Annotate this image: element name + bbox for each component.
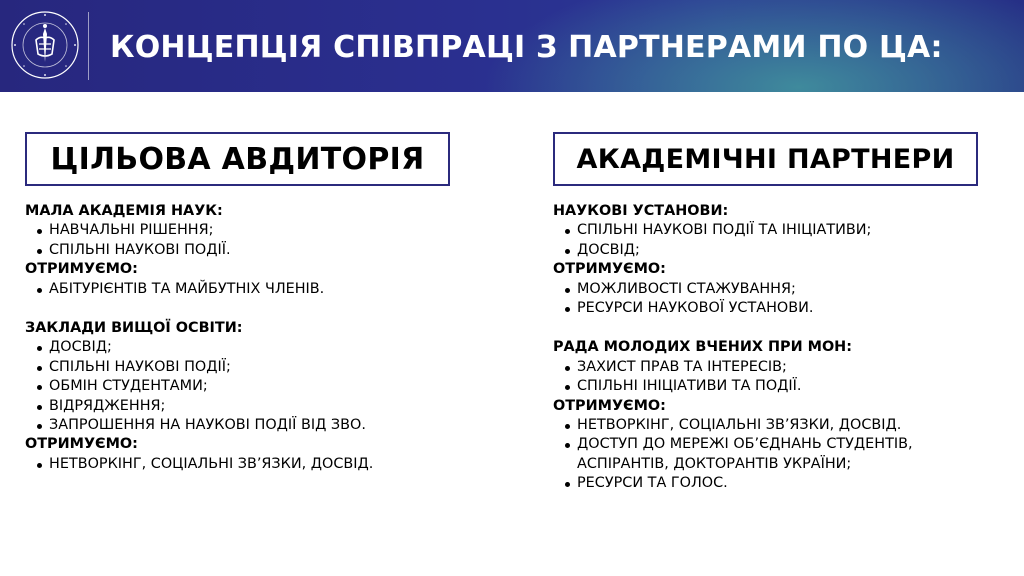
- list-item: ЗАПРОШЕННЯ НА НАУКОВІ ПОДІЇ ВІД ЗВО.: [25, 416, 373, 435]
- page-title: КОНЦЕПЦІЯ СПІВПРАЦІ З ПАРТНЕРАМИ ПО ЦА:: [110, 30, 943, 65]
- receive-list: [553, 416, 913, 494]
- group-heading: РАДА МОЛОДИХ ВЧЕНИХ ПРИ МОН:: [553, 339, 852, 356]
- list-item: НЕТВОРКІНГ, СОЦІАЛЬНІ ЗВ’ЯЗКИ, ДОСВІД.: [25, 455, 373, 474]
- list-item: ДОСВІД;: [553, 241, 913, 260]
- list-item: ДОСВІД;: [25, 338, 373, 357]
- list-item: СПІЛЬНІ НАУКОВІ ПОДІЇ ТА ІНІЦІАТИВИ;: [553, 221, 913, 240]
- list-item: МОЖЛИВОСТІ СТАЖУВАННЯ;: [553, 280, 913, 299]
- list-item: РЕСУРСИ НАУКОВОЇ УСТАНОВИ.: [553, 299, 913, 318]
- receive-heading: ОТРИМУЄМО:: [25, 261, 138, 278]
- university-seal-icon: [10, 10, 80, 80]
- receive-heading: ОТРИМУЄМО:: [553, 261, 666, 278]
- list-item: ЗАХИСТ ПРАВ ТА ІНТЕРЕСІВ;: [553, 358, 913, 377]
- list-item: СПІЛЬНІ НАУКОВІ ПОДІЇ;: [25, 358, 373, 377]
- header-banner: [0, 0, 1024, 92]
- receive-list: [25, 455, 373, 474]
- group-heading: НАУКОВІ УСТАНОВИ:: [553, 203, 729, 219]
- target-audience-box: ЦІЛЬОВА АВДИТОРІЯ: [25, 132, 450, 186]
- group-list: [25, 338, 373, 435]
- receive-list: [553, 280, 913, 319]
- list-item: НАВЧАЛЬНІ РІШЕННЯ;: [25, 221, 373, 240]
- academic-partners-column: [553, 202, 913, 494]
- list-item: РЕСУРСИ ТА ГОЛОС.: [553, 474, 913, 493]
- list-item: СПІЛЬНІ НАУКОВІ ПОДІЇ.: [25, 241, 373, 260]
- receive-list: [25, 280, 373, 299]
- group-list: [25, 221, 373, 260]
- list-item: НЕТВОРКІНГ, СОЦІАЛЬНІ ЗВ’ЯЗКИ, ДОСВІД.: [553, 416, 913, 435]
- logo-divider: [88, 12, 89, 80]
- list-item-continuation: АСПІРАНТІВ, ДОКТОРАНТІВ УКРАЇНИ;: [577, 455, 852, 472]
- list-item: ОБМІН СТУДЕНТАМИ;: [25, 377, 373, 396]
- list-item: ВІДРЯДЖЕННЯ;: [25, 397, 373, 416]
- group-list: [553, 221, 913, 260]
- group-heading: ЗАКЛАДИ ВИЩОЇ ОСВІТИ:: [25, 320, 243, 337]
- academic-partners-box: АКАДЕМІЧНІ ПАРТНЕРИ: [553, 132, 978, 186]
- group-list: [553, 358, 913, 397]
- list-item: ДОСТУП ДО МЕРЕЖІ ОБ’ЄДНАНЬ СТУДЕНТІВ,: [553, 435, 913, 454]
- receive-heading: ОТРИМУЄМО:: [25, 436, 138, 453]
- target-audience-column: [25, 202, 373, 474]
- receive-heading: ОТРИМУЄМО:: [553, 397, 666, 414]
- group-heading: МАЛА АКАДЕМІЯ НАУК:: [25, 203, 223, 219]
- list-item: АБІТУРІЄНТІВ ТА МАЙБУТНІХ ЧЛЕНІВ.: [25, 280, 373, 299]
- list-item: СПІЛЬНІ ІНІЦІАТИВИ ТА ПОДІЇ.: [553, 377, 913, 396]
